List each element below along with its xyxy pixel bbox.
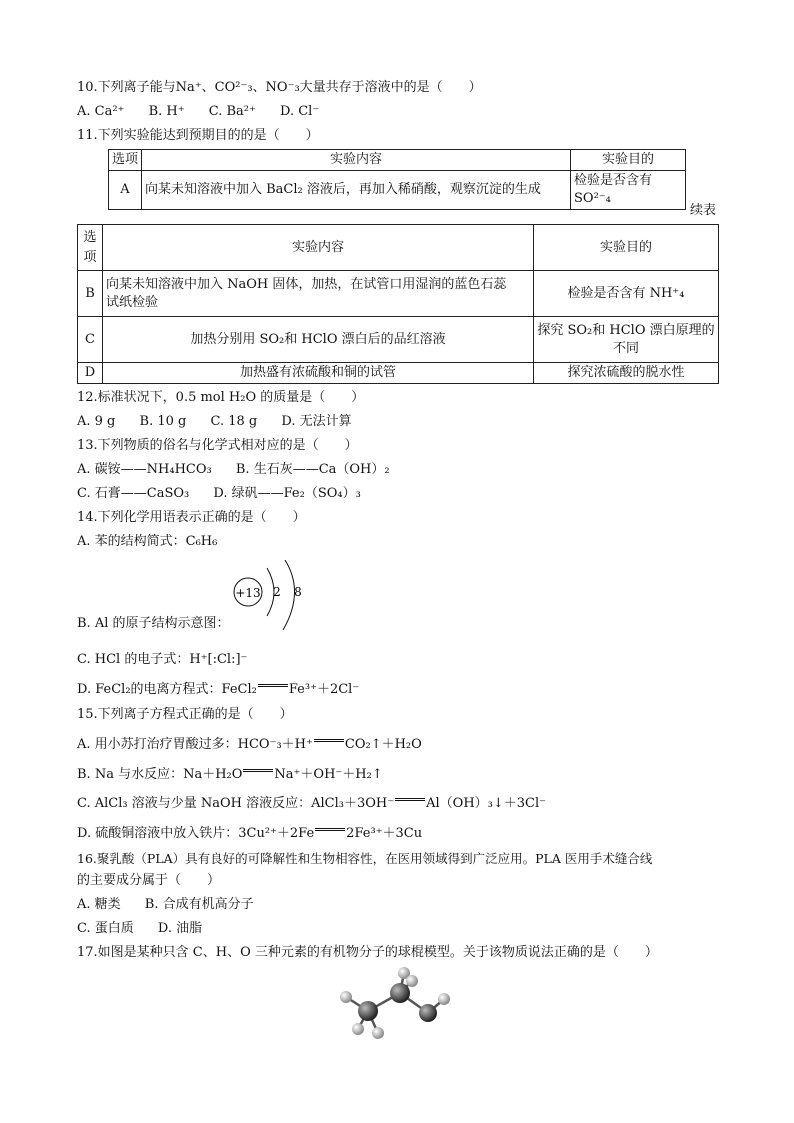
- q15-stem: 15.下列离子方程式正确的是（ ）: [77, 707, 293, 722]
- q15-option-b: B. Na 与水反应：Na＋H₂O Na⁺＋OH⁻＋H₂↑: [77, 767, 383, 782]
- row-c-option: C: [78, 317, 103, 363]
- continued-label: 续表: [690, 203, 717, 218]
- q11-table-part2: [77, 224, 719, 384]
- row-c-content: 加热分别用 SO₂和 HClO 漂白后的品红溶液: [103, 317, 534, 363]
- row-b-purpose: 检验是否含有 NH⁺₄: [534, 271, 719, 317]
- option-d: D. 绿矾——Fe₂（SO₄）₃: [213, 486, 361, 501]
- q15-option-c: C. AlCl₃ 溶液与少量 NaOH 溶液反应：AlCl₃＋3OH⁻ Al（OH）₃↓＋3Cl⁻: [77, 796, 547, 811]
- equals-sign: [395, 798, 425, 801]
- q14-option-d: D. FeCl₂的电离方程式：FeCl₂ Fe³⁺＋2Cl⁻: [77, 682, 360, 697]
- row-d-purpose: 探究浓硫酸的脱水性: [534, 363, 719, 384]
- header-content: 实验内容: [142, 150, 571, 171]
- option-b: B. H⁺: [148, 104, 185, 119]
- option-a: A. 碳铵——NH₄HCO₃: [77, 462, 212, 477]
- ball-and-stick-model-image: [332, 965, 462, 1045]
- equals-sign: [258, 684, 288, 687]
- q13-stem: 13.下列物质的俗名与化学式相对应的是（ ）: [77, 438, 358, 453]
- option-c: C. 18 g: [210, 414, 258, 429]
- header-option: 选项: [109, 150, 142, 171]
- option-a: A. 糖类: [77, 897, 121, 912]
- header-option-2: 选 项: [78, 225, 103, 271]
- q10-options: [77, 103, 339, 121]
- q14-option-a: A. 苯的结构简式：C₆H₆: [77, 534, 218, 549]
- q15-option-d: D. 硫酸铜溶液中放入铁片：3Cu²⁺＋2Fe 2Fe³⁺＋3Cu: [77, 826, 423, 841]
- q11-table-part1: [108, 149, 686, 210]
- nucleus-label: +13: [235, 586, 261, 600]
- q14-option-c: C. HCl 的电子式：H⁺[:Cl:]⁻: [77, 652, 248, 667]
- row-a-purpose: 检验是否含有 SO²⁻₄: [571, 171, 686, 210]
- equals-sign: [243, 769, 273, 772]
- option-b: B. 10 g: [139, 414, 187, 429]
- q14-stem: 14.下列化学用语表示正确的是（ ）: [77, 510, 306, 525]
- option-d: D. 无法计算: [281, 414, 352, 429]
- option-b: B. 合成有机高分子: [144, 897, 254, 912]
- q16-stem-line1: 16.聚乳酸（PLA）具有良好的可降解性和生物相容性，在医用领域得到广泛应用。PLA 医用手术缝合线: [77, 851, 653, 866]
- option-c: C. 石膏——CaSO₃: [77, 486, 190, 501]
- row-d-option: D: [78, 363, 103, 384]
- equals-sign: [315, 828, 345, 831]
- shell2-label: 8: [294, 585, 302, 599]
- q16-options-line2: [77, 920, 222, 938]
- shell1-label: 2: [273, 585, 281, 599]
- header-purpose: 实验目的: [571, 150, 686, 171]
- equals-sign: [314, 739, 344, 742]
- row-b-option: B: [78, 271, 103, 317]
- q11-stem: 11.下列实验能达到预期目的的是（ ）: [77, 128, 319, 143]
- row-c-purpose: 探究 SO₂和 HClO 漂白原理的 不同: [534, 317, 719, 363]
- q12-stem: 12.标准状况下，0.5 mol H₂O 的质量是（ ）: [77, 390, 365, 405]
- q13-options-line1: [77, 461, 410, 479]
- row-d-content: 加热盛有浓硫酸和铜的试管: [103, 363, 534, 384]
- option-d: D. 油脂: [157, 921, 203, 936]
- row-b-content: 向某未知溶液中加入 NaOH 固体，加热，在试管口用湿润的蓝色石蕊 试纸检验: [103, 271, 534, 317]
- option-b: B. 生石灰——Ca（OH）₂: [235, 462, 390, 477]
- q13-options-line2: [77, 485, 381, 503]
- q12-options: [77, 413, 372, 431]
- hcl-electron-formula: [:Cl:]⁻: [207, 652, 248, 667]
- q16-stem-line2: 的主要成分属于（ ）: [77, 873, 221, 888]
- q15-option-a: A. 用小苏打治疗胃酸过多：HCO⁻₃＋H⁺ CO₂↑＋H₂O: [77, 737, 422, 752]
- row-a-option: A: [109, 171, 142, 210]
- option-d: D. Cl⁻: [280, 104, 320, 119]
- q14-option-b: B. Al 的原子结构示意图：: [77, 616, 230, 631]
- q10-stem: 10.下列离子能与Na⁺、CO²⁻₃、NO⁻₃大量共存于溶液中的是（ ）: [77, 80, 482, 95]
- row-a-content: 向某未知溶液中加入 BaCl₂ 溶液后，再加入稀硝酸，观察沉淀的生成: [142, 171, 571, 210]
- q17-stem: 17.如图是某种只含 C、H、O 三种元素的有机物分子的球棍模型。关于该物质说法正确的是（ ）: [77, 945, 658, 960]
- q16-options-line1: [77, 896, 274, 914]
- header-purpose-2: 实验目的: [534, 225, 719, 271]
- option-a: A. 9 g: [77, 414, 116, 429]
- option-a: A. Ca²⁺: [77, 104, 125, 119]
- header-content-2: 实验内容: [103, 225, 534, 271]
- option-c: C. Ba²⁺: [208, 104, 256, 119]
- option-c: C. 蛋白质: [77, 921, 134, 936]
- al-atom-structure-diagram: [225, 560, 315, 635]
